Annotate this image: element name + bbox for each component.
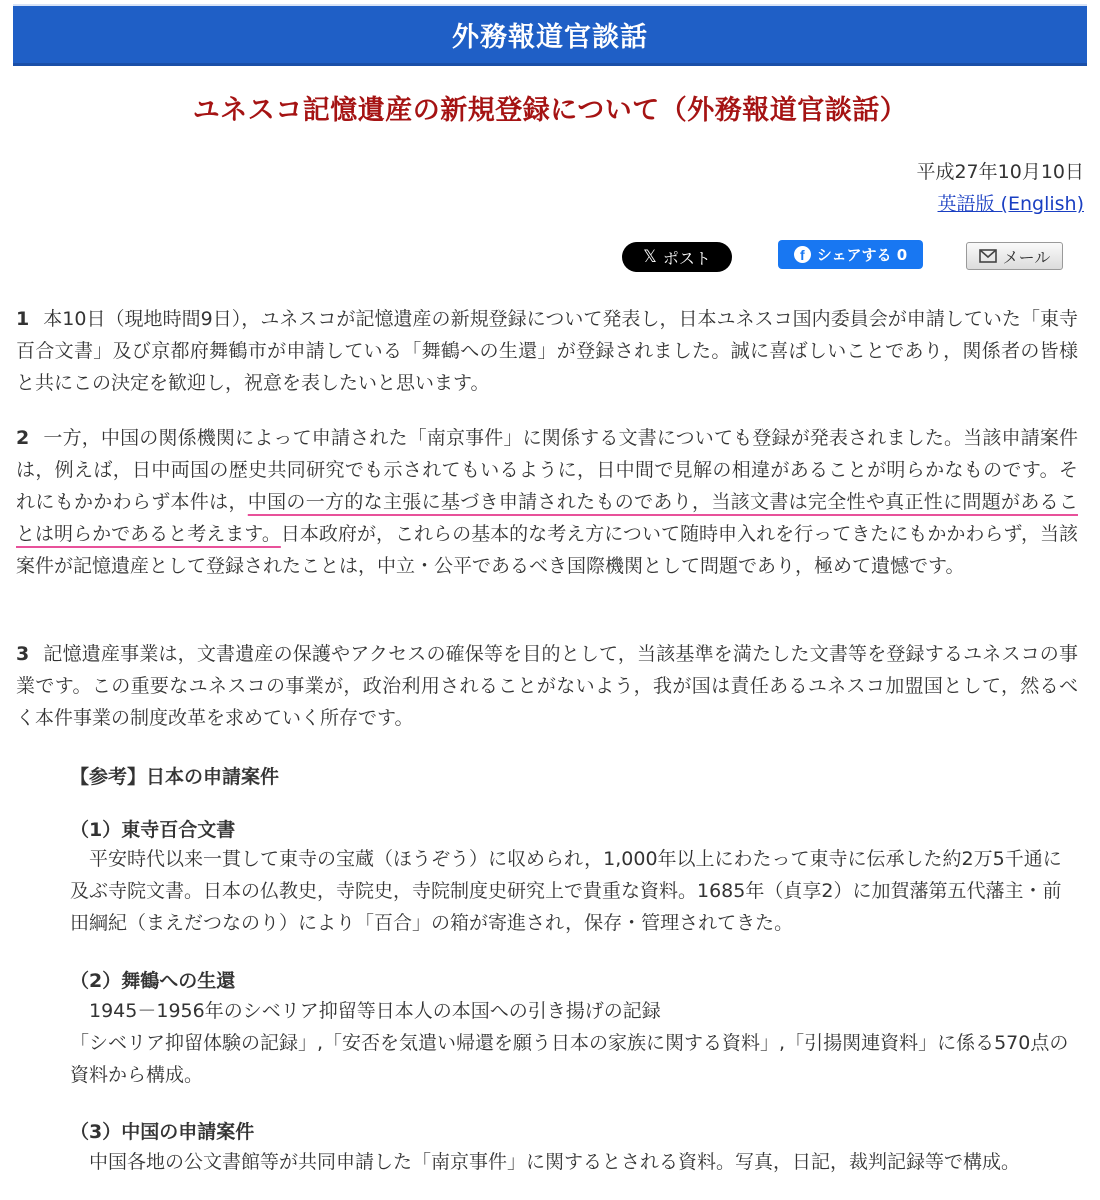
paragraph-3 [16, 638, 1078, 734]
paragraph-1 [16, 303, 1078, 399]
reference-item-title: （1）東寺百合文書 [70, 819, 236, 841]
publish-date: 平成27年10月10日 [916, 161, 1084, 183]
reference-item-body: 「シベリア抑留体験の記録」,「安否を気遣い帰還を願う日本の家族に関する資料」,「引揚関連資料」に係る570点の資料から構成。 [70, 1032, 1069, 1086]
x-post-label: ポスト [662, 248, 711, 268]
mail-icon [979, 249, 997, 263]
paragraph-number: 3 [16, 643, 30, 665]
mail-label: メール [1002, 247, 1051, 267]
facebook-share-label: シェアする 0 [816, 246, 908, 264]
reference-item-title: （3）中国の申請案件 [70, 1121, 255, 1143]
header-bar [13, 4, 1087, 66]
reference-item-body: 1945－1956年のシベリア抑留等日本人の本国への引き揚げの記録 [70, 1000, 661, 1022]
paragraph-text: 一方，中国の関係機関によって申請された「南京事件」に関係する文書についても登録が発表されました。当該申請案件は，例えば，日中両国の歴史共同研究でも示されてもいるように，日中間で見解の相違があることが明らかなものです。それにもかかわらず本件は， [16, 427, 1078, 513]
facebook-share-button[interactable] [778, 240, 923, 269]
x-post-button[interactable] [622, 242, 732, 272]
reference-heading: 【参考】日本の申請案件 [70, 766, 280, 788]
paragraph-text: 日本政府が，これらの基本的な考え方について随時申入れを行ってきたにもかかわらず，当該案件が記憶遺産として登録されたことは，中立・公平であるべき国際機関として問題であり，極めて遺憾です。 [16, 523, 1078, 577]
reference-item-title: （2）舞鶴への生還 [70, 970, 236, 992]
reference-item-body: 平安時代以来一貫して東寺の宝蔵（ほうぞう）に収められ，1,000年以上にわたって東寺に伝承した約2万5千通に及ぶ寺院文書。日本の仏教史，寺院史，寺院制度史研究上で貴重な資料。1685年（貞享2）に加賀藩第五代藩主・前田綱紀（まえだつなのり）により「百合」の箱が寄進され，保存・管理されてきた。 [70, 848, 1062, 934]
paragraph-number: 1 [16, 308, 30, 330]
facebook-icon: f [794, 246, 811, 263]
underlined-statement: 中国の一方的な主張に基づき申請されたものであり，当該文書は完全性や真正性に問題があることは明らかであると考えます。 [16, 491, 1078, 545]
header-title: 外務報道官談話 [452, 22, 648, 53]
page-title: ユネスコ記憶遺産の新規登録について（外務報道官談話） [192, 95, 908, 126]
paragraph-text: 本10日（現地時間9日），ユネスコが記憶遺産の新規登録について発表し，日本ユネスコ国内委員会が申請していた「東寺百合文書」及び京都府舞鶴市が申請している「舞鶴への生還」が登録されました。誠に喜ばしいことであり，関係者の皆様と共にこの決定を歓迎し，祝意を表したいと思います。 [16, 308, 1078, 394]
x-logo-icon: 𝕏 [643, 247, 657, 267]
mail-button[interactable] [966, 242, 1063, 270]
paragraph-text: 記憶遺産事業は，文書遺産の保護やアクセスの確保等を目的として，当該基準を満たした文書等を登録するユネスコの事業です。この重要なユネスコの事業が，政治利用されることがないよう，我が国は責任あるユネスコ加盟国として，然るべく本件事業の制度改革を求めていく所存です。 [16, 643, 1078, 729]
english-version-link[interactable]: 英語版 (English) [937, 193, 1084, 215]
reference-item-body: 中国各地の公文書館等が共同申請した「南京事件」に関するとされる資料。写真，日記，裁判記録等で構成。 [70, 1151, 1021, 1173]
paragraph-2 [16, 422, 1078, 582]
paragraph-number: 2 [16, 427, 30, 449]
